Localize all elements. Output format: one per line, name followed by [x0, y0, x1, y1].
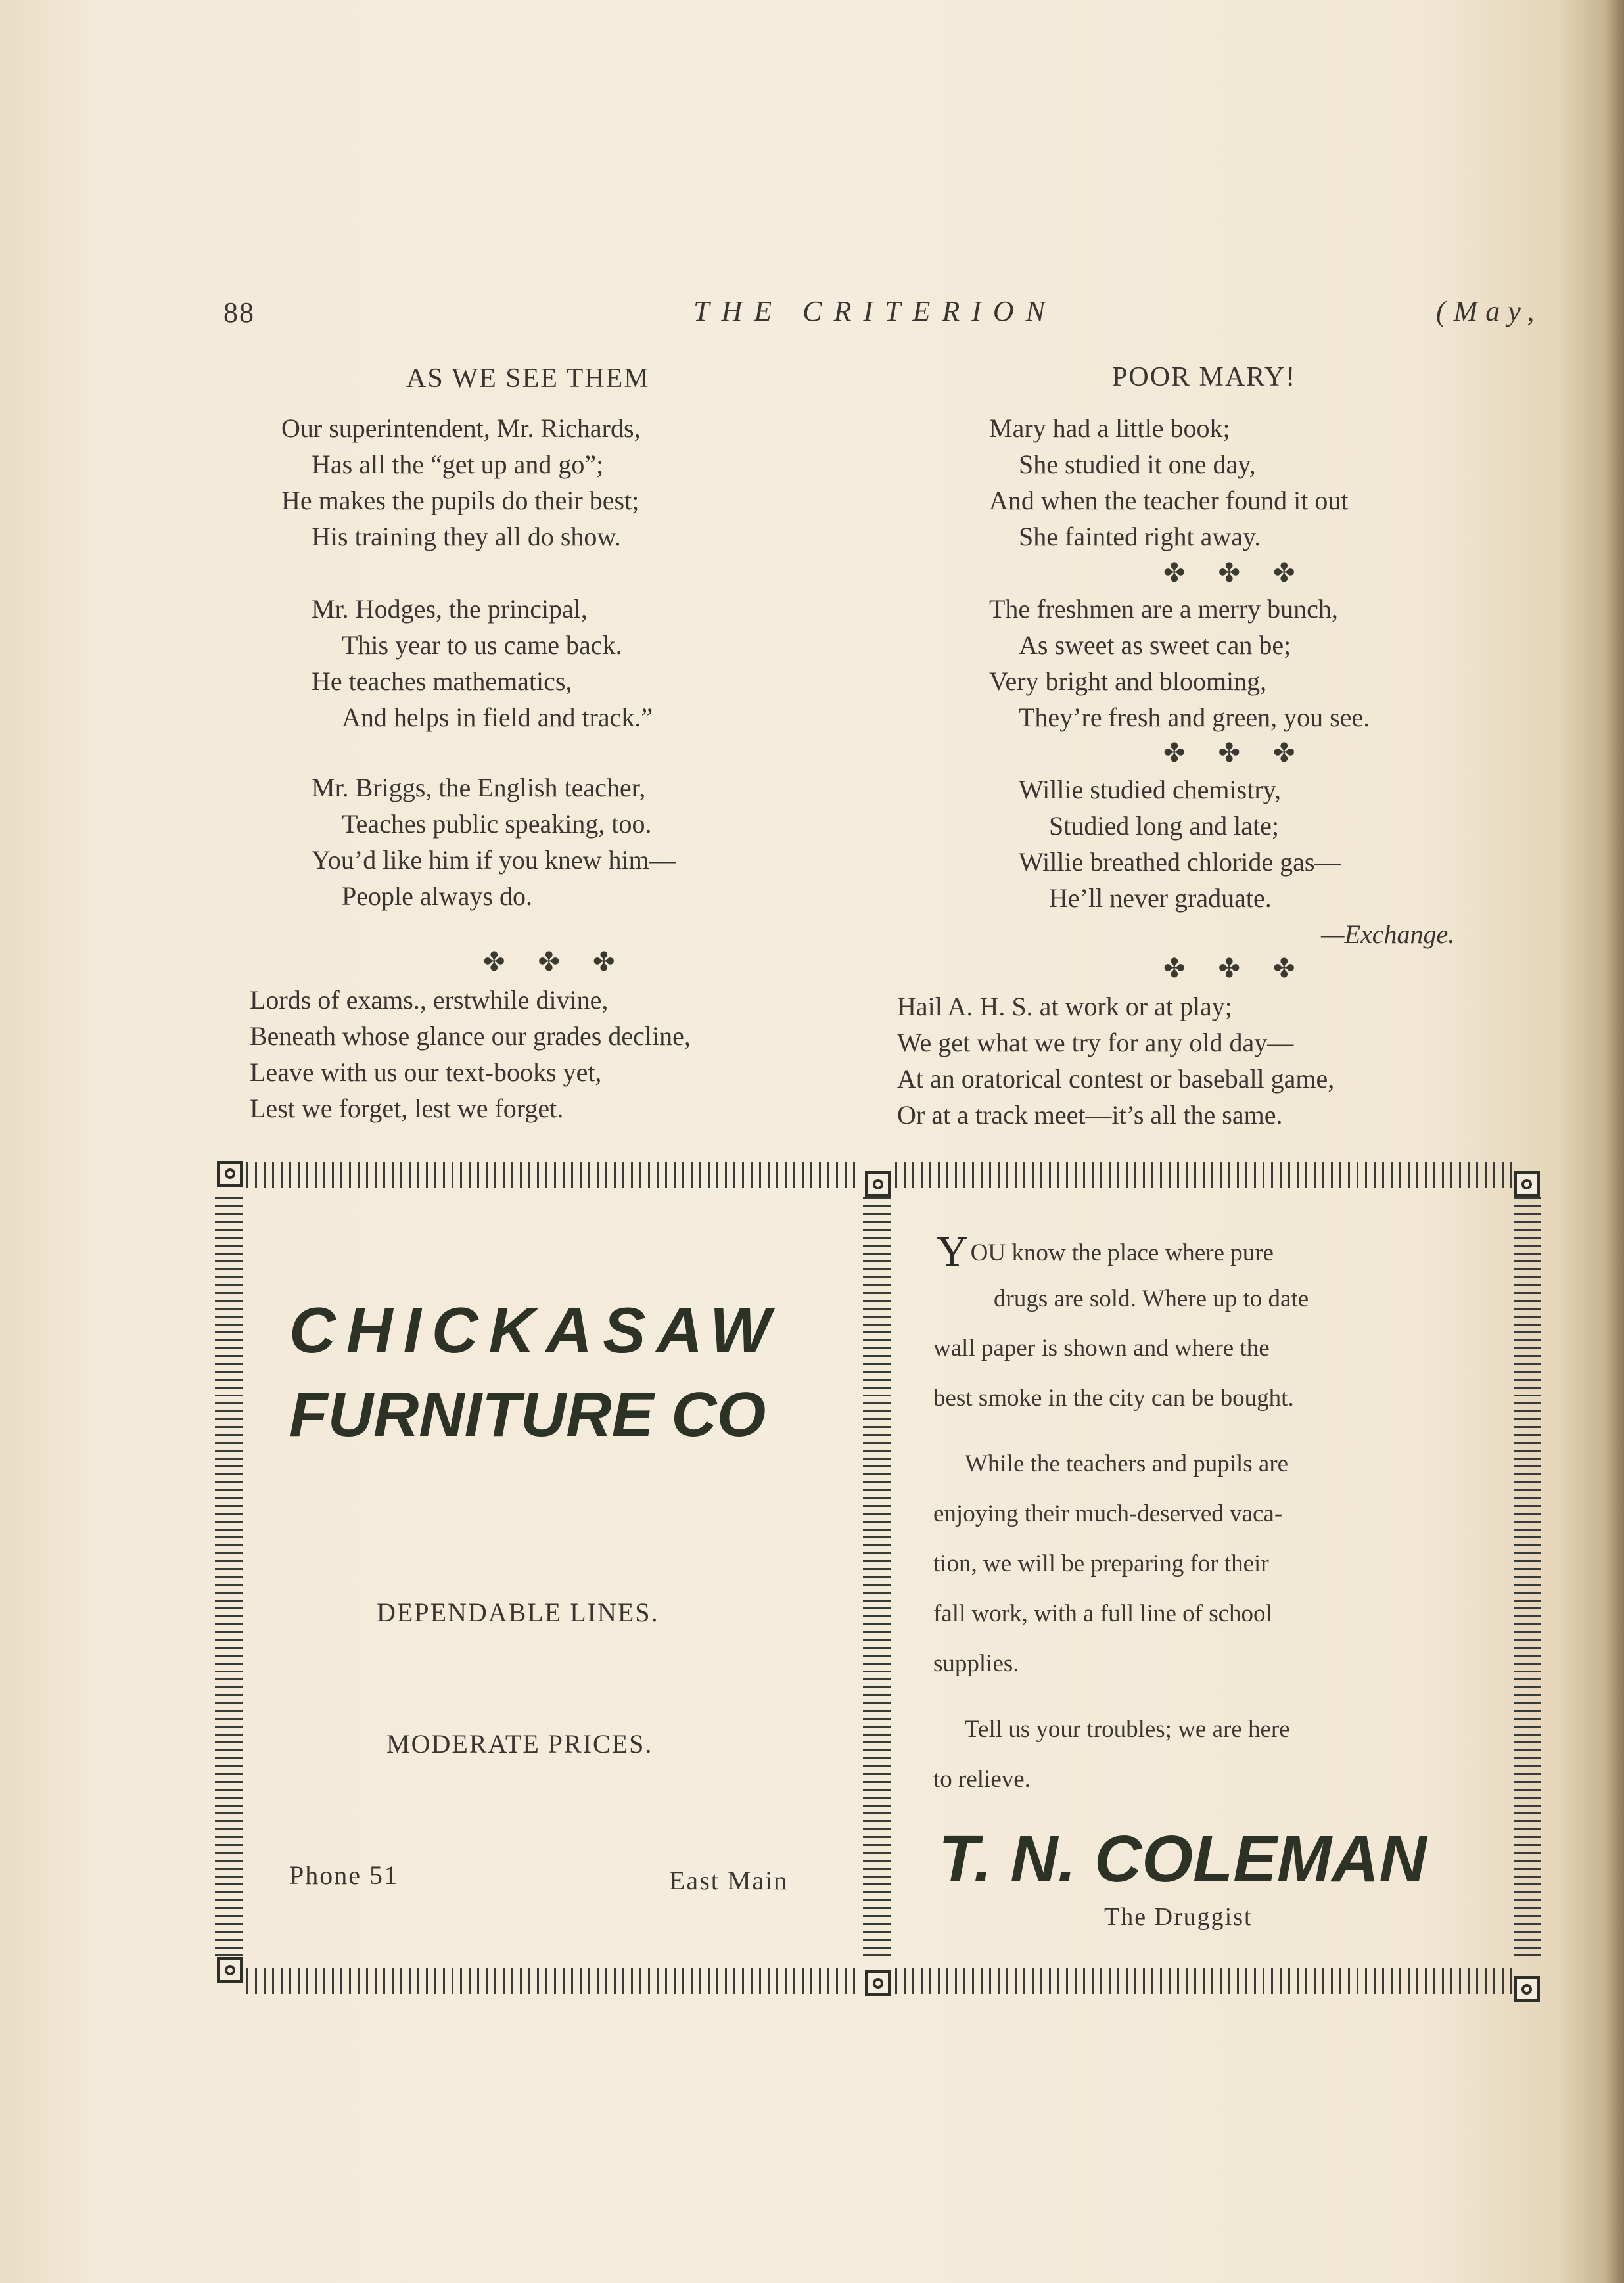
- poem-line: Teaches public speaking, too.: [342, 809, 652, 839]
- poem-line: She studied it one day,: [1019, 450, 1256, 479]
- ad-tagline: MODERATE PRICES.: [386, 1729, 653, 1759]
- border-bottom-left: [246, 1968, 861, 1994]
- ad-address: East Main: [669, 1866, 789, 1895]
- poem-title-poor-mary: POOR MARY!: [1112, 362, 1297, 392]
- page-edge: [1606, 0, 1624, 2283]
- poem-line: Mr. Briggs, the English teacher,: [312, 773, 646, 802]
- running-month: (May,: [1436, 295, 1543, 327]
- ad-paragraph-line: wall paper is shown and where the: [933, 1335, 1270, 1362]
- ornament-divider: ✤ ✤ ✤: [1163, 954, 1309, 983]
- corner-ornament-icon: [217, 1957, 243, 1983]
- border-left: [215, 1197, 243, 1960]
- ad-paragraph-line: to relieve.: [933, 1766, 1031, 1793]
- ad-paragraph-line: drugs are sold. Where up to date: [994, 1285, 1309, 1312]
- poem-line: You’d like him if you knew him—: [312, 845, 676, 875]
- poem-line: Willie studied chemistry,: [1019, 775, 1282, 804]
- border-bottom-right: [895, 1968, 1512, 1994]
- poem-line: Our superintendent, Mr. Richards,: [281, 413, 641, 443]
- poem-line: And helps in field and track.”: [342, 703, 653, 732]
- ad-phone: Phone 51: [289, 1860, 398, 1890]
- poem-line: As sweet as sweet can be;: [1019, 630, 1291, 660]
- ad-company-name-line2: FURNITURE CO: [289, 1379, 766, 1450]
- poem-line: Hail A. H. S. at work or at play;: [897, 992, 1232, 1021]
- poem-line: At an oratorical contest or baseball game,: [897, 1064, 1335, 1094]
- corner-ornament-icon: [1514, 1171, 1540, 1197]
- poem-line: He’ll never graduate.: [1049, 883, 1272, 913]
- ornament-divider: ✤ ✤ ✤: [1163, 558, 1309, 588]
- poem-line: Leave with us our text-books yet,: [250, 1057, 602, 1087]
- poem-line: We get what we try for any old day—: [897, 1028, 1294, 1057]
- poem-line: She fainted right away.: [1019, 522, 1261, 551]
- ad-druggist-name: T. N. COLEMAN: [939, 1822, 1427, 1896]
- poem-line: And when the teacher found it out: [989, 486, 1349, 515]
- poem-line: Willie breathed chloride gas—: [1019, 847, 1341, 877]
- ornament-divider: ✤ ✤ ✤: [483, 947, 628, 977]
- border-middle: [863, 1197, 891, 1960]
- poem-line: Lords of exams., erstwhile divine,: [250, 985, 609, 1015]
- ad-paragraph-line: While the teachers and pupils are: [965, 1450, 1289, 1477]
- ornament-divider: ✤ ✤ ✤: [1163, 738, 1309, 768]
- poem-line: He makes the pupils do their best;: [281, 486, 639, 515]
- ad-paragraph-line: supplies.: [933, 1650, 1019, 1677]
- ad-druggist-subtitle: The Druggist: [1104, 1903, 1253, 1931]
- poem-line: Mary had a little book;: [989, 413, 1230, 443]
- border-top-left: [246, 1162, 861, 1188]
- page-number: 88: [223, 296, 255, 329]
- border-top-right: [895, 1162, 1512, 1188]
- corner-ornament-icon: [1514, 1976, 1540, 2002]
- running-title: THE CRITERION: [693, 295, 1057, 327]
- corner-ornament-icon: [865, 1970, 891, 1996]
- poem-line: Mr. Hodges, the principal,: [312, 594, 588, 624]
- ad-paragraph-line: tion, we will be preparing for their: [933, 1550, 1269, 1577]
- poem-line: People always do.: [342, 881, 532, 911]
- ad-text-span: OU know the place where pure: [970, 1239, 1274, 1266]
- ad-company-name-line1: CHICKASAW: [289, 1294, 781, 1366]
- poem-line: They’re fresh and green, you see.: [1019, 703, 1370, 732]
- poem-line: Very bright and blooming,: [989, 666, 1267, 696]
- poem-line: The freshmen are a merry bunch,: [989, 594, 1338, 624]
- ad-paragraph-line: Tell us your troubles; we are here: [965, 1716, 1290, 1743]
- ad-paragraph-line: [937, 1230, 1274, 1274]
- ad-paragraph-line: best smoke in the city can be bought.: [933, 1385, 1294, 1412]
- border-right: [1514, 1197, 1541, 1960]
- poem-line: Lest we forget, lest we forget.: [250, 1094, 564, 1123]
- corner-ornament-icon: [865, 1171, 891, 1197]
- poem-line: Studied long and late;: [1049, 811, 1279, 841]
- ad-dropcap: Y: [937, 1228, 968, 1276]
- poem-line: His training they all do show.: [312, 522, 621, 551]
- poem-line: This year to us came back.: [342, 630, 622, 660]
- poem-line: Beneath whose glance our grades decline,: [250, 1021, 691, 1051]
- ad-paragraph-line: enjoying their much-deserved vaca-: [933, 1500, 1283, 1527]
- poem-line: Or at a track meet—it’s all the same.: [897, 1100, 1283, 1130]
- ad-tagline: DEPENDABLE LINES.: [377, 1598, 659, 1627]
- exchange-credit: —Exchange.: [1321, 919, 1455, 949]
- ad-paragraph-line: fall work, with a full line of school: [933, 1600, 1272, 1627]
- poem-line: Has all the “get up and go”;: [312, 450, 604, 479]
- poem-title-as-we-see-them: AS WE SEE THEM: [406, 363, 650, 394]
- corner-ornament-icon: [217, 1161, 243, 1187]
- poem-line: He teaches mathematics,: [312, 666, 572, 696]
